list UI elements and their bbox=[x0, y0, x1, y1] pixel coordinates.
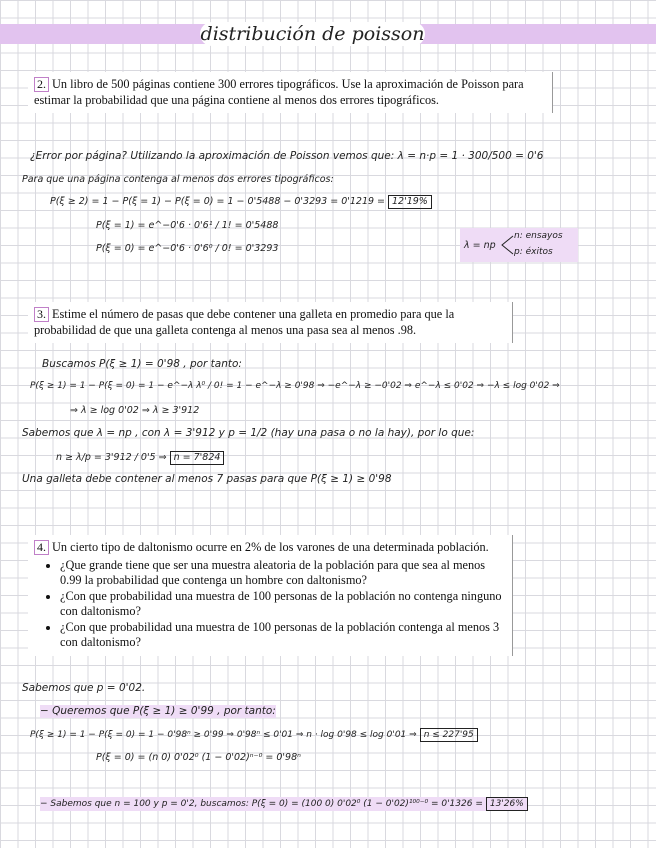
lambda-note-lambda: λ = np bbox=[464, 240, 496, 251]
sol3-line6: Una galleta debe contener al menos 7 pasas para que P(ξ ≥ 1) ≥ 0'98 bbox=[22, 473, 392, 485]
sol3-line4: Sabemos que λ = np , con λ = 3'912 y p = 1/2 (hay una pasa o no la hay), por lo que: bbox=[22, 427, 475, 439]
sol3-line1: Buscamos P(ξ ≥ 1) = 0'98 , por tanto: bbox=[42, 358, 242, 370]
sol2-line1: ¿Error por página? Utilizando la aproximación de Poisson vemos que: λ = n·p = 1 · 300/500 = 0'6 bbox=[30, 150, 544, 162]
question-4-number: 4. bbox=[34, 540, 49, 555]
sol2-line3: P(ξ ≥ 2) = 1 − P(ξ = 1) − P(ξ = 0) = 1 − 0'5488 − 0'3293 = 0'1219 = bbox=[50, 196, 386, 207]
sol3-line5-row bbox=[56, 451, 224, 465]
page-title: distribución de poisson bbox=[200, 23, 425, 45]
sol2-line2: Para que una página contenga al menos dos errores tipográficos: bbox=[22, 174, 334, 185]
sol4-line4: P(ξ = 0) = (n 0) 0'02⁰ (1 − 0'02)ⁿ⁻⁰ = 0'98ⁿ bbox=[96, 752, 301, 763]
sol2-line3-row bbox=[50, 195, 432, 209]
sol3-result: n = 7'824 bbox=[170, 451, 225, 465]
sol4-line5: − Sabemos que n = 100 y p = 0'2, buscamos: P(ξ = 0) = (100 0) 0'02⁰ (1 − 0'02)¹⁰⁰⁻⁰ = 0'1326 = bbox=[40, 799, 483, 809]
question-4-bullet: • ¿Que grande tiene que ser una muestra aleatoria de la población para que sea al menos 0.99 la probabilidad que contenga un hombre con daltonismo? bbox=[60, 558, 502, 589]
question-4-bullet: • ¿Con que probabilidad una muestra de 100 personas de la población contenga al menos 3 con daltonismo? bbox=[60, 620, 502, 651]
question-3-box bbox=[28, 302, 513, 343]
sol4-line3: P(ξ ≥ 1) = 1 − P(ξ = 0) = 1 − 0'98ⁿ ≥ 0'99 ⇒ 0'98ⁿ ≤ 0'01 ⇒ n · log 0'98 ≤ log 0'01 ⇒ bbox=[30, 730, 417, 740]
sol2-line4: P(ξ = 1) = e^−0'6 · 0'6¹ / 1! = 0'5488 bbox=[96, 220, 279, 231]
question-2-box bbox=[28, 72, 553, 113]
question-4-box bbox=[28, 535, 513, 656]
question-3-number: 3. bbox=[34, 307, 49, 322]
sol4-result1: n ≤ 227'95 bbox=[420, 728, 478, 742]
sol3-line3: ⇒ λ ≥ log 0'02 ⇒ λ ≥ 3'912 bbox=[70, 405, 200, 416]
sol3-line2: P(ξ ≥ 1) = 1 − P(ξ = 0) = 1 − e^−λ λ⁰ / 0! = 1 − e^−λ ≥ 0'98 ⇒ −e^−λ ≥ −0'02 ⇒ e^−λ ≤ 0'02 ⇒ −λ ≤ log 0'02 ⇒ bbox=[30, 381, 560, 391]
sol4-result2: 13'26% bbox=[486, 797, 528, 811]
lambda-note-brace bbox=[500, 234, 514, 256]
lambda-note-p: p: éxitos bbox=[514, 247, 553, 257]
lambda-note-n: n: ensayos bbox=[514, 231, 563, 241]
sol3-line5: n ≥ λ/p = 3'912 / 0'5 ⇒ bbox=[56, 452, 167, 463]
sol4-line3-row bbox=[30, 728, 478, 742]
sol2-result: 12'19% bbox=[388, 195, 432, 209]
sol4-line5-row bbox=[40, 797, 528, 811]
sol2-line5: P(ξ = 0) = e^−0'6 · 0'6⁰ / 0! = 0'3293 bbox=[96, 243, 279, 254]
question-4-intro: Un cierto tipo de daltonismo ocurre en 2% de los varones de una determinada población. bbox=[52, 540, 489, 554]
question-4-list bbox=[34, 558, 502, 651]
question-2-text: Un libro de 500 páginas contiene 300 errores tipográficos. Use la aproximación de Poisson para estimar la probabilidad que una página contiene al menos dos errores tipográficos. bbox=[34, 77, 524, 107]
question-3-text: Estime el número de pasas que debe contener una galleta en promedio para que la probabilidad de que una galleta contenga al menos una pasa sea al menos .98. bbox=[34, 307, 455, 337]
lambda-note bbox=[460, 228, 578, 262]
question-2-number: 2. bbox=[34, 77, 49, 92]
question-4-bullet: • ¿Con que probabilidad una muestra de 100 personas de la población no contenga ninguno con daltonismo? bbox=[60, 589, 502, 620]
sol4-line1: Sabemos que p = 0'02. bbox=[22, 682, 146, 694]
sol4-line2: − Queremos que P(ξ ≥ 1) ≥ 0'99 , por tanto: bbox=[40, 705, 276, 717]
